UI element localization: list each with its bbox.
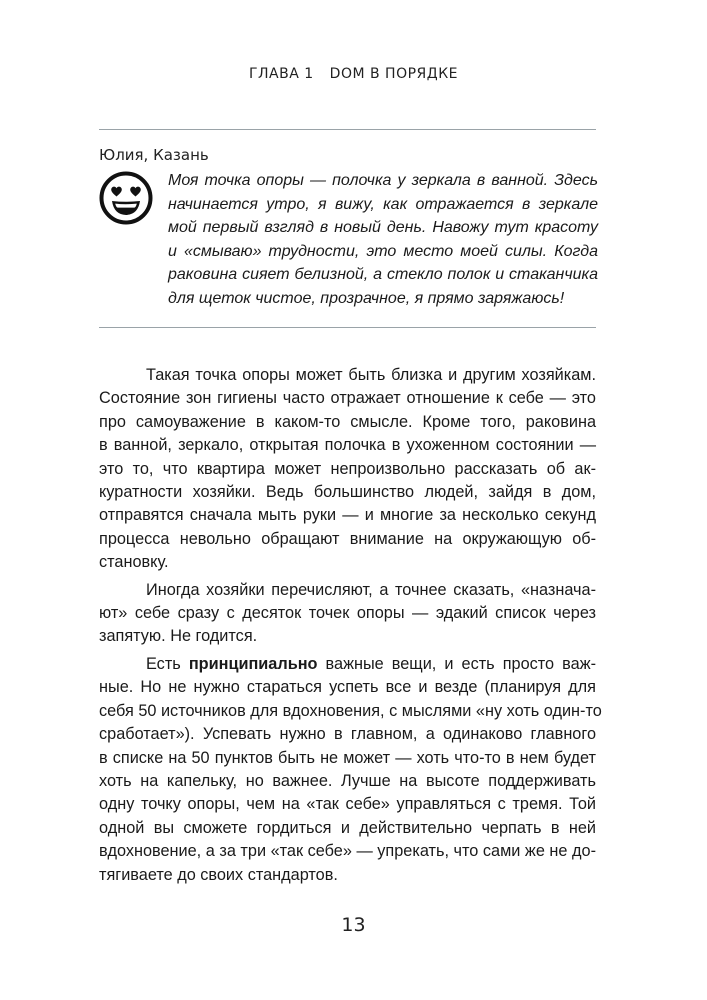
quote-line: Моя точка опоры — полочка у зеркала в ванной. Здесь [168, 172, 598, 189]
paragraph-line: вдохновение, а за три «так себе» — упрекать, что сами же не до- [99, 842, 596, 861]
paragraph-line: одной вы сможете гордиться и действительно черпать в ней [99, 818, 596, 837]
running-head [0, 66, 707, 82]
paragraph-line: сработает»). Успевать нужно в главном, а одинаково главного [99, 725, 596, 744]
testimonial-author: Юлия, Казань [99, 146, 209, 164]
bottom-divider [99, 327, 596, 328]
paragraph-line: себя 50 источников для вдохновения, с мыслями «ну хоть один-то [99, 701, 602, 720]
heart-eyes-smiley-icon [98, 170, 154, 226]
paragraph-line: процесса невольно обращают внимание на окружающую об- [99, 529, 596, 548]
body-text [99, 364, 602, 887]
paragraph-line: одну точку опоры, чем на «так себе» управляться с тремя. Той [99, 795, 596, 814]
paragraph-line: это то, что квартира может непроизвольно рассказать об ак- [99, 459, 596, 478]
paragraph-line: запятую. Не годится. [99, 627, 258, 646]
paragraph-line: в списке на 50 пунктов быть не может — хоть что-то в нем будет [99, 748, 596, 767]
quote-line: для щеток чистое, прозрачное, я прямо заряжаюсь! [168, 289, 565, 307]
quote-line: мой первый взгляд в новый день. Навожу тут красоту [168, 219, 598, 236]
paragraph-line: хоть на капельку, но важнее. Лучше на высоте поддерживать [99, 771, 596, 790]
paragraph-line: отправятся сначала мыть руки — и многие за несколько секунд [99, 506, 596, 525]
paragraph-line: про самоуважение в каком-то смысле. Кроме того, раковина [99, 412, 596, 431]
text-segment: Есть [146, 654, 189, 673]
text-segment: важные вещи, и есть просто важ- [317, 654, 597, 673]
page-number: 13 [341, 914, 366, 936]
paragraph-line: Такая точка опоры может быть близка и другим хозяйкам. [146, 366, 596, 384]
paragraph-line: Иногда хозяйки перечисляют, а точнее сказать, «назнача- [146, 580, 596, 599]
paragraph-line: ные. Но не нужно стараться успеть все и везде (планируя для [99, 678, 596, 697]
paragraph-line: в ванной, зеркало, открытая полочка в ухоженном состоянии — [99, 436, 596, 455]
top-divider [99, 129, 596, 130]
paragraph-line: куратности хозяйки. Ведь большинство людей, зайдя в дом, [99, 483, 596, 502]
paragraph-line: становку. [99, 553, 169, 572]
quote-line: начинается утро, я вижу, как отражается в зеркале [168, 195, 598, 213]
paragraph-line: ют» себе сразу с десяток точек опоры — эдакий список через [99, 604, 596, 623]
chapter-label: ГЛАВА 1 [248, 66, 314, 82]
paragraph-line: тягиваете до своих стандартов. [99, 865, 338, 884]
paragraph-line [99, 653, 596, 676]
emphasis-word: принципиально [188, 654, 318, 673]
paragraph-line: Состояние зон гигиены часто отражает отношение к себе — это [99, 389, 596, 408]
quote-line: и «смываю» трудности, это место моей силы. Когда [168, 242, 598, 260]
chapter-title: DOM В ПОРЯДКЕ [329, 66, 458, 82]
testimonial-quote [168, 169, 598, 310]
quote-line: раковина сияет белизной, а стекло полок и стаканчика [168, 266, 598, 283]
